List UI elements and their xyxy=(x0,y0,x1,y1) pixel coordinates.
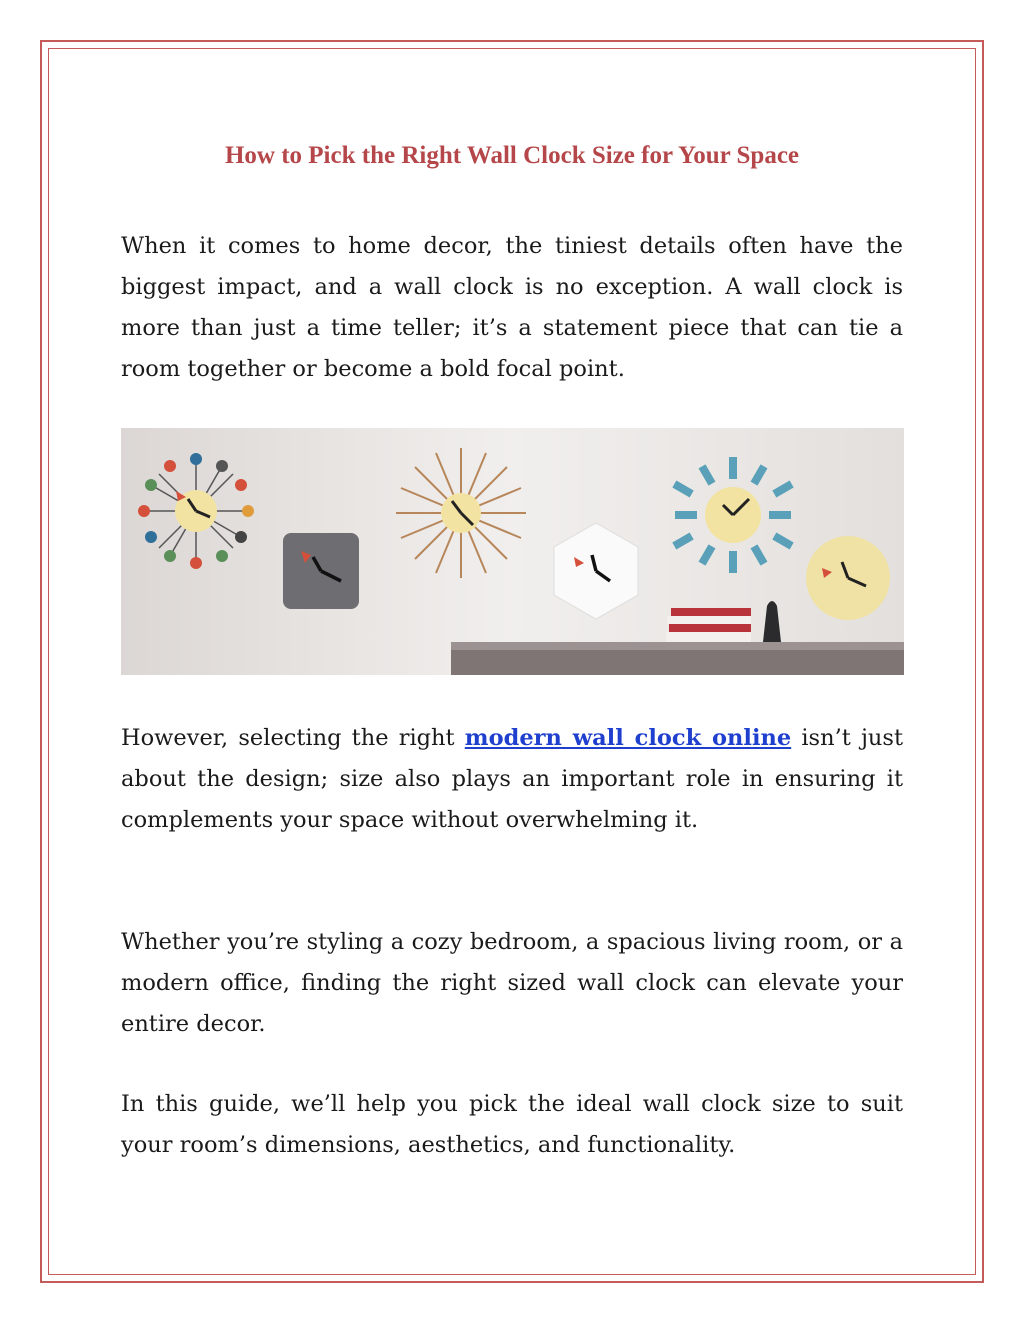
design-text-before: However, selecting the right xyxy=(121,725,465,751)
sunburst-clock xyxy=(396,448,526,578)
design-text-after: isn’t just about the design; size also plays an important role in ensuring it complements your space without overwhelming it. xyxy=(121,725,904,833)
page-title: How to Pick the Right Wall Clock Size for Your Space xyxy=(224,142,800,169)
design-paragraph xyxy=(121,718,903,841)
modern-wall-clock-link[interactable]: modern wall clock online xyxy=(464,725,792,751)
square-clock xyxy=(283,533,359,609)
round-clock xyxy=(806,536,890,620)
styling-paragraph: Whether you’re styling a cozy bedroom, a spacious living room, or a modern office, finding the right sized wall clock can elevate your entire decor. xyxy=(121,929,903,1037)
guide-paragraph: In this guide, we’ll help you pick the ideal wall clock size to suit your room’s dimensions, aesthetics, and functionality. xyxy=(121,1091,903,1158)
wall-clocks-photo xyxy=(121,428,904,675)
books xyxy=(666,608,751,642)
intro-paragraph: When it comes to home decor, the tiniest details often have the biggest impact, and a wall clock is no exception. A wall clock is more than just a time teller; it’s a statement piece that can tie a room together or become a bold focal point. xyxy=(121,233,903,382)
